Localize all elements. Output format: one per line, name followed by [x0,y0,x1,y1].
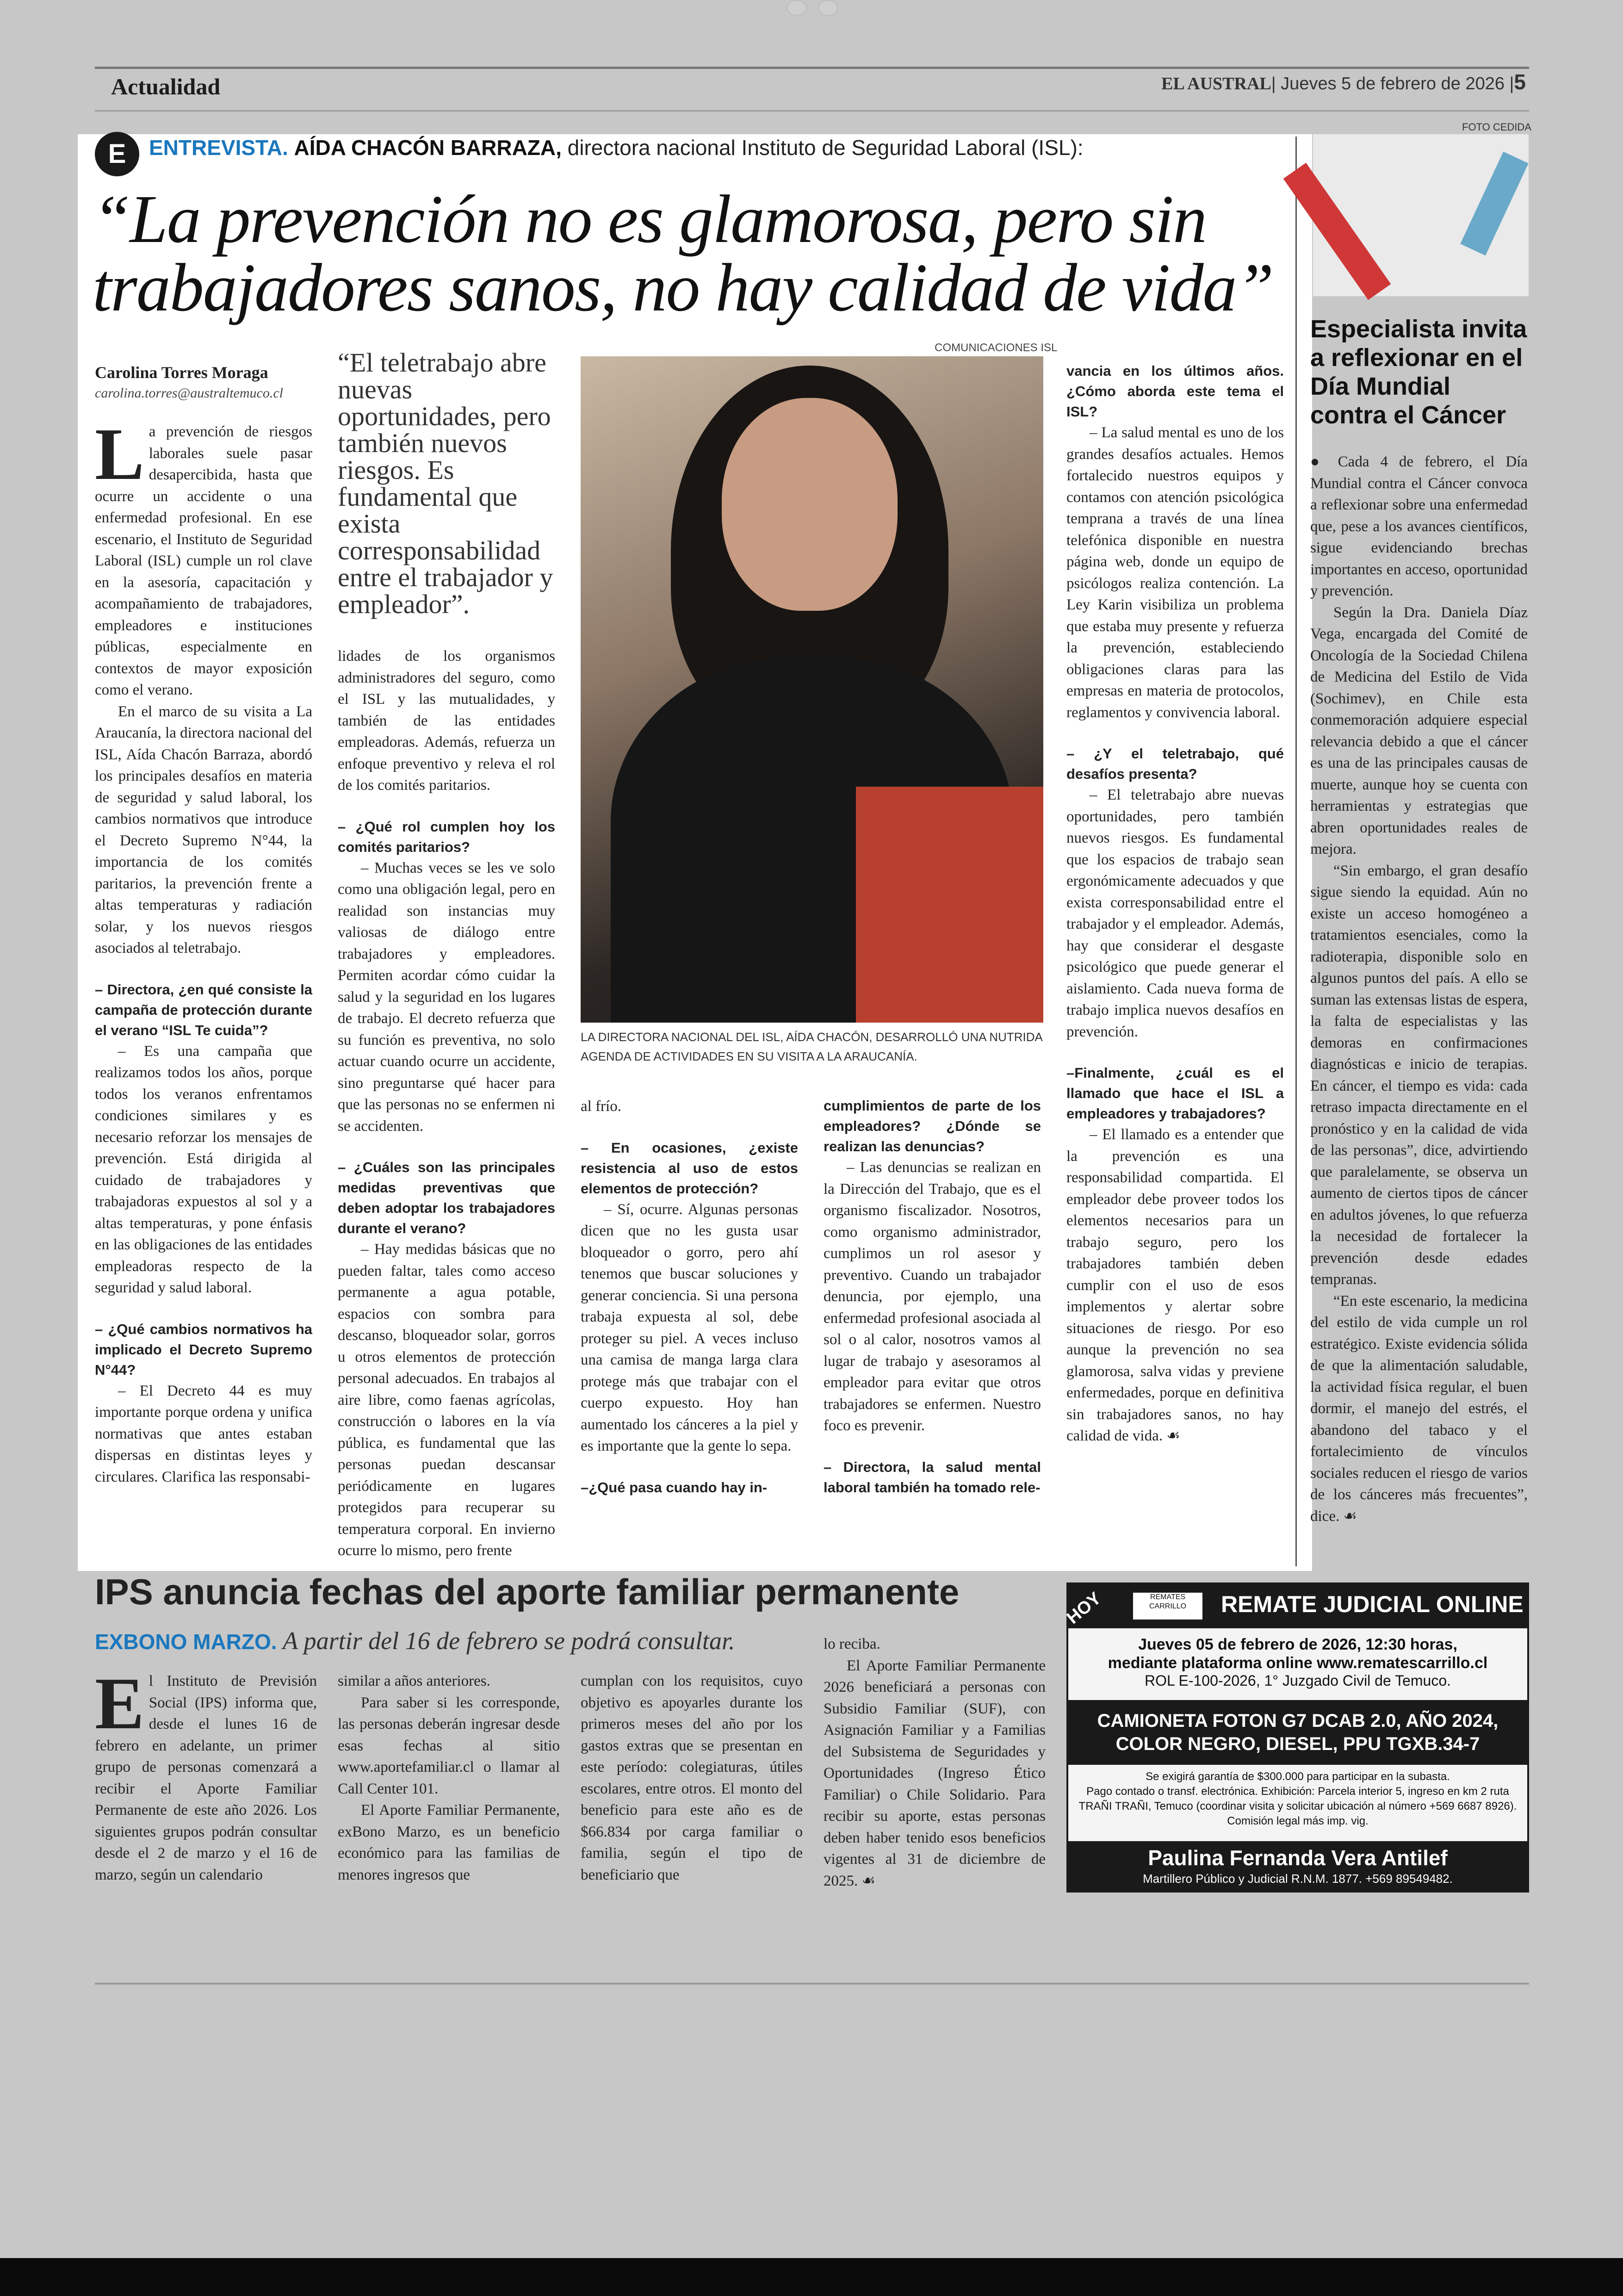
question: –Finalmente, ¿cuál es el llamado que hace el ISL a empleadores y trabajadores? [1066,1065,1284,1122]
article-column-5 [1066,361,1284,1447]
question: vancia en los últimos años. ¿Cómo aborda este tema el ISL? [1066,363,1284,420]
ad-item-band: CAMIONETA FOTON G7 DCAB 2.0, AÑO 2024, COLOR NEGRO, DIESEL, PPU TGXB.34-7 [1068,1700,1527,1765]
question: – En ocasiones, ¿existe resistencia al uso de estos elementos de protección? [581,1139,798,1197]
question: – Directora, ¿en qué consiste la campaña de protección durante el verano “ISL Te cuida”? [95,981,312,1038]
section-label: Actualidad [111,74,221,99]
answer: – El teletrabajo abre nuevas oportunidades, pero también nuevos riesgos. Es fundamental que los espacios de trabajo sean ergonómicamente adecuados y que exista corresponsabilidad entre el trabajador y el empleador. Además, hay que considerar el desgaste psicológico que puede generar el aislamiento. Cada nueva forma de trabajo implica nuevos desafíos en prevención. [1066,787,1284,1040]
paragraph: Según la Dra. Daniela Díaz Vega, encargada del Comité de Oncología de la Sociedad Chilena de Medicina del Estilo de Vida (Sochimev), en Chile esta conmemoración adquiere especial relevancia debido a que el cáncer es una de las principales causas de muerte, aunque hoy se cuenta con herramientas y estrategias que abren oportunidades reales de mejora. [1310,604,1528,857]
ips-kicker-text: A partir del 16 de febrero se podrá consultar. [277,1627,735,1655]
ad-date: Jueves 05 de febrero de 2026, 12:30 horas, mediante plataforma online www.rematescarrillo.cl [1108,1636,1488,1672]
headline-line-2: trabajadores sanos, no hay calidad de vida” [93,250,1273,326]
paragraph: El Instituto de Previsión Social (IPS) informa que, desde el lunes 16 de febrero en adelante, un primer grupo de personas comenzará a recibir el Aporte Familiar Permanente de este año 2026. Los siguientes grupos podrán consultar desde el 2 de marzo y el 16 de marzo, según un calendario [95,1662,317,1883]
next-page-dot[interactable] [818,0,838,16]
bullet-icon: ● [1310,453,1327,470]
end-mark: ☙ [861,1872,876,1889]
article-column-1 [95,361,312,1488]
ips-headline: IPS anuncia fechas del aporte familiar permanente [95,1571,960,1612]
ad-auctioneer [1068,1841,1527,1892]
ad-header-title: REMATE JUDICIAL ONLINE [1221,1591,1524,1617]
photo-table-shape [856,787,1043,1023]
photo-caption: LA DIRECTORA NACIONAL DEL ISL, AÍDA CHACÓN, DESARROLLÓ UNA NUTRIDA AGENDA DE ACTIVIDADES EN SU VISITA A LA ARAUCANÍA. [581,1030,1042,1063]
question: – Directora, la salud mental laboral también ha tomado rele- [824,1458,1041,1496]
prev-page-dot[interactable] [787,0,807,16]
ips-column-1 [95,1662,317,1886]
sidebar-divider [1295,137,1297,1566]
ips-column-2 [338,1670,560,1886]
ips-column-3 [581,1670,803,1886]
sidebar-photo-credit: FOTO CEDIDA [1462,121,1531,133]
sidebar-title: Especialista invita a reflexionar en el Día Mundial contra el Cáncer [1310,315,1527,429]
header-rule-bottom [95,110,1529,112]
headline-line-1: “La prevención no es glamorosa, pero sin [93,181,1207,257]
paragraph: El Aporte Familiar Permanente 2026 beneficiará a personas con Subsidio Familiar (SUF), con Asignación Familiar y a Familias del Subsistema de Seguridades y Oportunidades (Ingreso Ético Familiar) o Chile Solidario. Para recibir su aporte, estas personas deben haber tenido esos beneficios vigentes al 31 de diciembre de 2025. ☙ [824,1657,1046,1889]
masthead-paper: EL AUSTRAL [1161,74,1271,93]
header-rule [95,67,1529,69]
answer: – Las denuncias se realizan en la Dirección del Trabajo, que es el organismo fiscalizador. Nosotros, como organismo administrador, cumplimos un rol asesor y preventivo. Cuando un trabajador denuncia, por ejemplo, una enfermedad profesional asociada al sol o al calor, nosotros vamos al lugar de trabajo y asesoramos al empleador para evitar que otros trabajadores se enfermen. Nuestro foco es prevenir. [824,1159,1041,1434]
ad-hoy-label: HOY [1063,1589,1105,1628]
drop-cap: L [95,413,144,495]
ips-kicker [95,1626,735,1655]
kicker-label: ENTREVISTA. [149,136,288,160]
ips-kicker-label: EXBONO MARZO. [95,1630,277,1654]
ips-column-4 [824,1633,1046,1892]
question: – ¿Qué rol cumplen hoy los comités paritarios? [338,818,555,855]
sidebar-body [1310,451,1528,1527]
paragraph: ● Cada 4 de febrero, el Día Mundial contra el Cáncer convoca a reflexionar sobre una enfermedad que, pese a los avances científicos, sigue evidenciando brechas importantes en acceso, oportunidad y prevención. [1310,453,1528,599]
article-column-3 [581,1096,798,1498]
paragraph: lo reciba. [824,1636,880,1652]
answer: – Sí, ocurre. Algunas personas dicen que no les gusta usar bloqueador o gorro, pero ahí tenemos que buscar soluciones y generar conciencia. Si una persona trabaja expuesta al sol, debe proteger su piel. A veces incluso una camisa de manga larga clara protege más que trabajar con el cuerpo expuesto. Hoy han aumentado los cánceres a la piel y es importante que la gente lo sepa. [581,1201,798,1454]
intro-paragraph: La prevención de riesgos laborales suele pasar desapercibida, hasta que ocurre un accidente o una enfermedad profesional. En ese escenario, el Instituto de Seguridad Laboral (ISL) cumple un rol clave en la asesoría, capacitación y acompañamiento de trabajadores, empleadores e instituciones públicas, especialmente en contextos de mayor exposición como el verano. [95,413,312,698]
pull-quote: “El teletrabajo abre nuevas oportunidades, pero también nuevos riesgos. Es fundamental que exista corresponsabilidad entre el trabajador y empleador”. [338,348,553,619]
answer: – El Decreto 44 es muy importante porque ordena y unifica normativas que antes estaban dispersas en distintas leyes y circulares. Clarifica las responsabi- [95,1382,312,1485]
article-column-4 [824,1096,1041,1498]
article-column-2 [338,349,555,1562]
masthead-date: | Jueves 5 de febrero de 2026 | [1271,74,1514,93]
auctioneer-name: Paulina Fernanda Vera Antilef [1148,1846,1448,1870]
drop-cap: E [95,1662,144,1744]
question: –¿Qué pasa cuando hay in- [581,1479,768,1496]
end-mark: ☙ [1343,1508,1357,1525]
interview-kicker [149,135,1084,160]
question: – ¿Cuáles son las principales medidas preventivas que deben adoptar los trabajadores durante el verano? [338,1159,555,1236]
author-email: carolina.torres@australtemuco.cl [95,385,284,401]
author-name: Carolina Torres Moraga [95,363,268,382]
footer-rule [95,1983,1529,1985]
ad-rol: ROL E-100-2026, 1° Juzgado Civil de Temuco. [1144,1672,1451,1689]
ad-terms: Se exigirá garantía de $300.000 para participar en la subasta. Pago contado o transf. electrónica. Exhibición: Parcela interior 5, ingreso en km 2 ruta TRAÑI TRAÑI, Temuco (coordinar visita y solicitar ubicación al número +569 6687 8926). Comisión legal más imp. vig. [1078,1770,1517,1827]
section-badge: E [95,132,139,176]
photo-credit: COMUNICACIONES ISL [935,341,1058,354]
photo-face-shape [722,398,898,611]
page-number: 5 [1514,70,1526,94]
paragraph: Para saber si les corresponde, las personas deberán ingresar desde esas fechas al sitio www.aportefamiliar.cl o llamar al Call Center 101. [338,1694,560,1797]
paragraph: En el marco de su visita a La Araucanía, la directora nacional del ISL, Aída Chacón Barraza, abordó los principales desafíos en materia de seguridad y salud laboral, los cambios normativos que introduce el Decreto Supremo N°44, la importancia de los comités paritarios, la prevención frente a altas temperaturas y radiación solar, y los nuevos riesgos asociados al teletrabajo. [95,703,312,956]
ad-logo: REMATES CARRILLO [1133,1593,1202,1620]
auction-ad[interactable] [1063,1582,1529,1893]
paragraph: al frío. [581,1098,621,1115]
paragraph: lidades de los organismos administradores del seguro, como el ISL y las mutualidades, y también de las entidades empleadoras. Además, refuerza un enfoque preventivo y releva el rol de los comités paritarios. [338,648,555,794]
answer: – Hay medidas básicas que no pueden faltar, tales como acceso permanente a agua potable, espacios con sombra para descanso, bloqueador solar, gorros u otros elementos de protección personal adecuados. En trabajos al aire libre, como faenas agrícolas, construcción o labores en la vía pública, es fundamental que las personas puedan descansar periódicamente en lugares protegidos para recuperar su temperatura corporal. En invierno ocurre lo mismo, pero frente [338,1241,555,1559]
kicker-role: directora nacional Instituto de Seguridad Laboral (ISL): [561,136,1084,160]
kicker-name: AÍDA CHACÓN BARRAZA, [294,136,562,160]
paragraph: cumplan con los requisitos, cuyo objetivo es apoyarles durante los primeros meses del año por los gastos extras que se presentan en este período: colegiaturas, útiles escolares, entre otros. El monto del beneficio para este año es de $66.834 por carga familiar o familia, según el tipo de beneficiario que [581,1673,803,1883]
masthead [1161,69,1526,94]
headline [93,181,1277,326]
question: – ¿Y el teletrabajo, qué desafíos presenta? [1066,745,1284,782]
auctioneer-role: Martillero Público y Judicial R.N.M. 1877. +569 89549482. [1143,1872,1453,1886]
answer: – El llamado es a entender que la prevención es una responsabilidad compartida. El empleador debe proveer todos los elementos necesarios para un trabajo seguro, pero los trabajadores también deben cumplir con el uso de esos implementos y alertar sobre situaciones de riesgo. Por eso aunque la prevención no sea glamorosa, salva vidas y previene enfermedades, porque en definitiva sin trabajadores sanos, no hay calidad de vida. ☙ [1066,1126,1284,1444]
question: – ¿Qué cambios normativos ha implicado el Decreto Supremo N°44? [95,1321,312,1378]
answer: – Muchas veces se les ve solo como una obligación legal, pero en realidad son instancias muy valiosas de diálogo entre trabajadores y empleadores. Permiten acordar cómo cuidar la salud y la seguridad en los lugares de trabajo. El decreto refuerza que su función es preventiva, no solo actuar cuando ocurre un accidente, sino preguntarse qué hacer para que las personas no se enfermen ni se accidenten. [338,859,555,1135]
end-mark: ☙ [1166,1427,1180,1444]
paragraph: “Sin embargo, el gran desafío sigue siendo la equidad. Aún no existe un acceso homogéneo a tratamientos esenciales, como la radioterapia, disponible solo en algunos puntos del país. A ello se suman las extensas listas de espera, la falta de especialistas y las demoras en confirmaciones diagnósticas e inicio de terapias. En cáncer, el tiempo es vida: cada retraso impacta directamente en el pronóstico y en la calidad de vida de las personas”, dice, advirtiendo que paralelamente, se observa un aumento de ciertos tipos de cáncer en adultos jóvenes, lo que refuerza la necesidad de fortalecer la prevención desde edades tempranas. [1310,862,1528,1288]
paragraph: El Aporte Familiar Permanente, exBono Marzo, es un beneficio económico para las familias de menores ingresos que [338,1802,560,1883]
paragraph: “En este escenario, la medicina del estilo de vida cumple un rol estratégico. Existe evidencia sólida de que la alimentación saludable, la actividad física regular, el buen dormir, el manejo del estrés, el abandono del tabaco y el fortalecimiento de vínculos sociales reducen el riesgo de varios de los cánceres más frecuentes”, dice. ☙ [1310,1292,1528,1525]
answer: – La salud mental es uno de los grandes desafíos actuales. Hemos fortalecido nuestros equipos y contamos con atención psicológica temprana a través de una línea telefónica disponible en nuestra página web, donde un equipo de psicólogos realiza contención. La Ley Karin visibiliza un problema que estaba muy presente y refuerza la prevención, estableciendo obligaciones claras para las empresas en materia de protocolos, reglamentos y convivencia laboral. [1066,424,1284,721]
viewer-bottom-bar [0,2258,1623,2296]
paragraph: similar a años anteriores. [338,1673,490,1689]
ad-header-band [1063,1584,1527,1628]
answer: – Es una campaña que realizamos todos los años, porque todos los veranos enfrentamos condiciones similares y es necesario reforzar los mensajes de prevención. Está dirigida al cuidado de trabajadores y trabajadoras expuestos al sol y a altas temperaturas, y pone énfasis en las obligaciones de las entidades empleadoras respecto de la seguridad y salud laboral. [95,1043,312,1296]
question: cumplimientos de parte de los empleadores? ¿Dónde se realizan las denuncias? [824,1098,1041,1154]
